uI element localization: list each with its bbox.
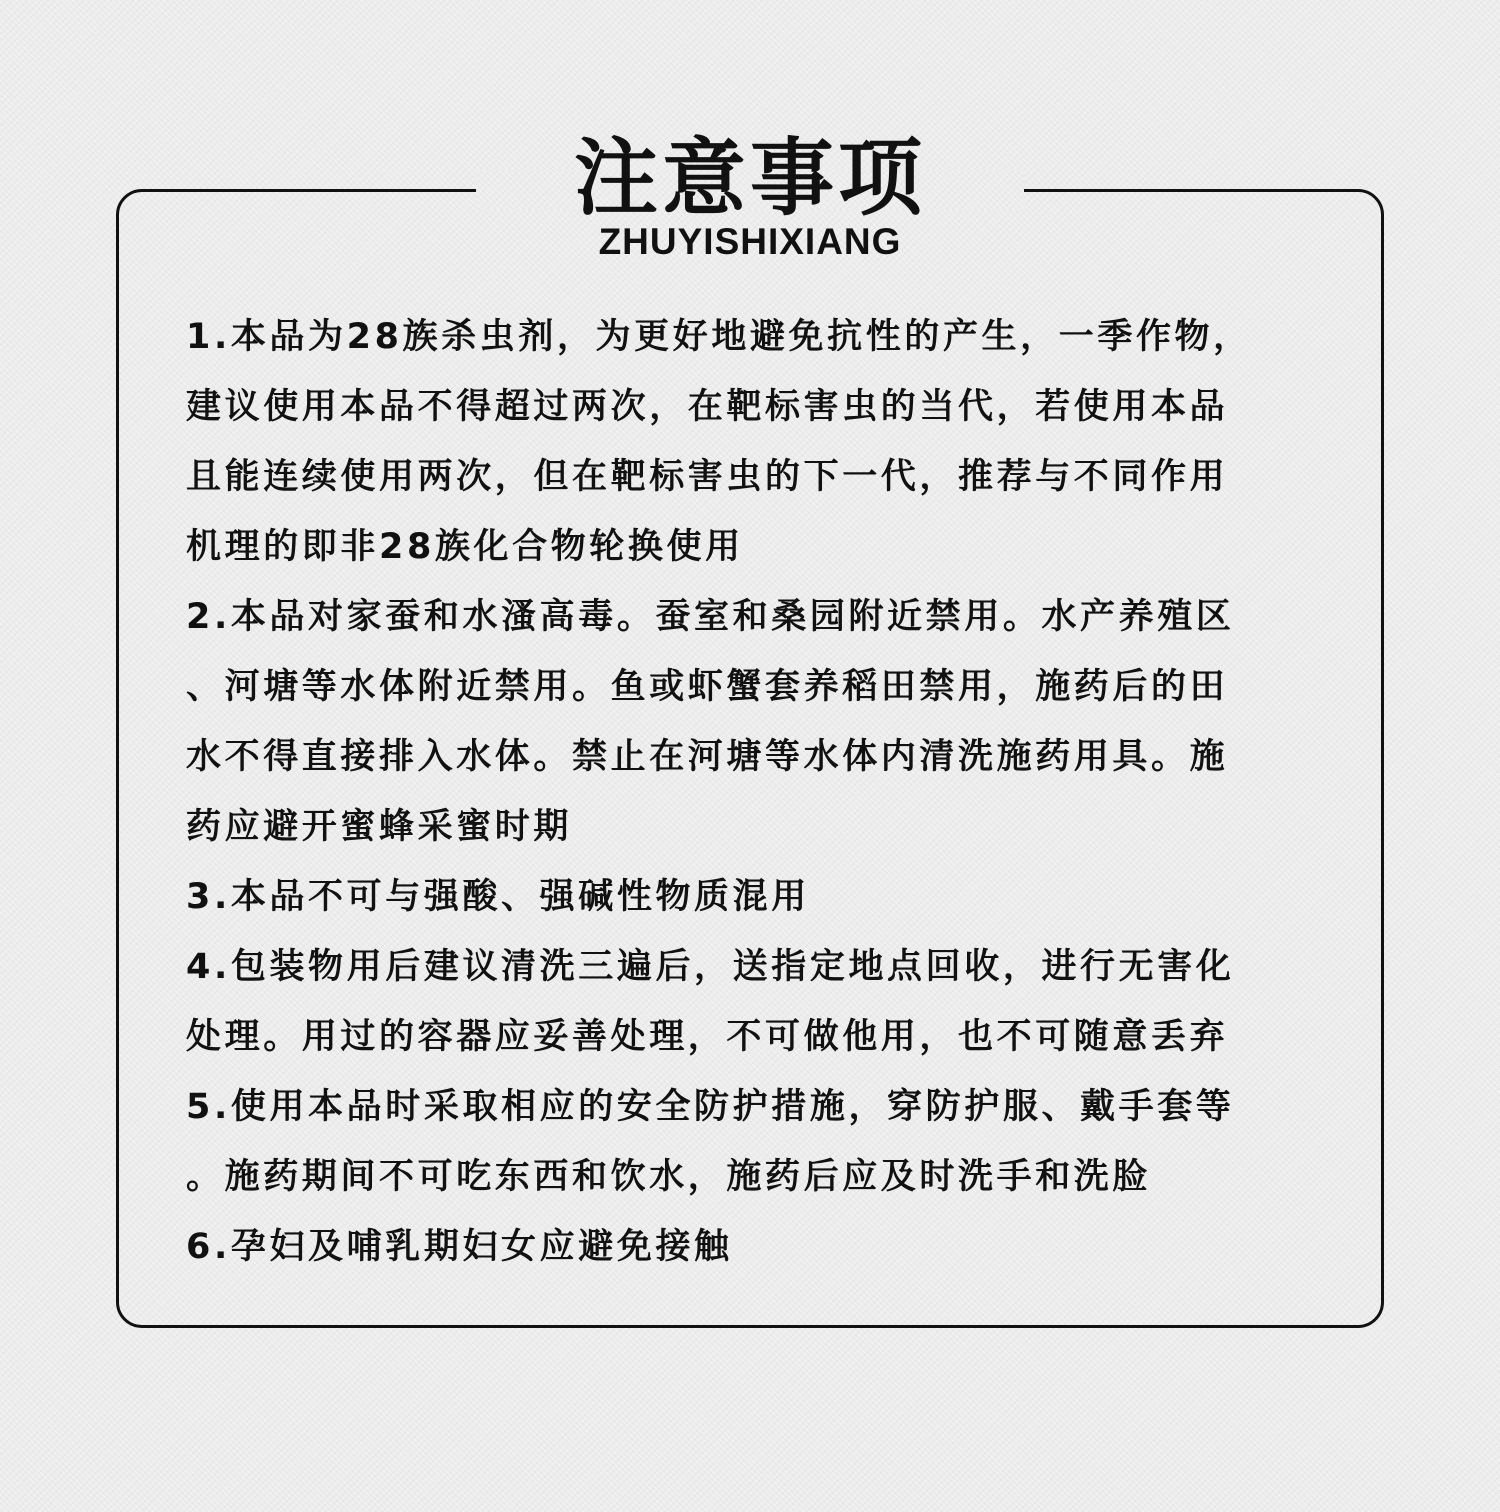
note-line: 1.本品为28族杀虫剂，为更好地避免抗性的产生，一季作物， bbox=[186, 317, 1252, 357]
note-line: 且能连续使用两次，但在靶标害虫的下一代，推荐与不同作用 bbox=[186, 457, 1229, 497]
note-line: 2.本品对家蚕和水溞高毒。蚕室和桑园附近禁用。水产养殖区 bbox=[186, 597, 1235, 637]
page-title: 注意事项 bbox=[573, 129, 926, 227]
note-line: 药应避开蜜蜂采蜜时期 bbox=[186, 807, 573, 847]
note-line: 3.本品不可与强酸、强碱性物质混用 bbox=[186, 877, 810, 917]
note-line: 4.包装物用后建议清洗三遍后，送指定地点回收，进行无害化 bbox=[186, 947, 1235, 987]
note-line: 水不得直接排入水体。禁止在河塘等水体内清洗施药用具。施 bbox=[186, 737, 1229, 777]
page-subtitle-pinyin: ZHUYISHIXIANG bbox=[598, 221, 902, 262]
note-line: 5.使用本品时采取相应的安全防护措施，穿防护服、戴手套等 bbox=[186, 1087, 1235, 1127]
note-line: 处理。用过的容器应妥善处理，不可做他用，也不可随意丢弃 bbox=[186, 1017, 1229, 1057]
note-line: 。施药期间不可吃东西和饮水，施药后应及时洗手和洗脸 bbox=[186, 1157, 1152, 1197]
note-line: 、河塘等水体附近禁用。鱼或虾蟹套养稻田禁用，施药后的田 bbox=[186, 667, 1229, 707]
note-line: 建议使用本品不得超过两次，在靶标害虫的当代，若使用本品 bbox=[186, 387, 1229, 427]
note-line: 6.孕妇及哺乳期妇女应避免接触 bbox=[186, 1227, 733, 1267]
precautions-list bbox=[186, 302, 1326, 1282]
note-line: 机理的即非28族化合物轮换使用 bbox=[186, 527, 744, 567]
